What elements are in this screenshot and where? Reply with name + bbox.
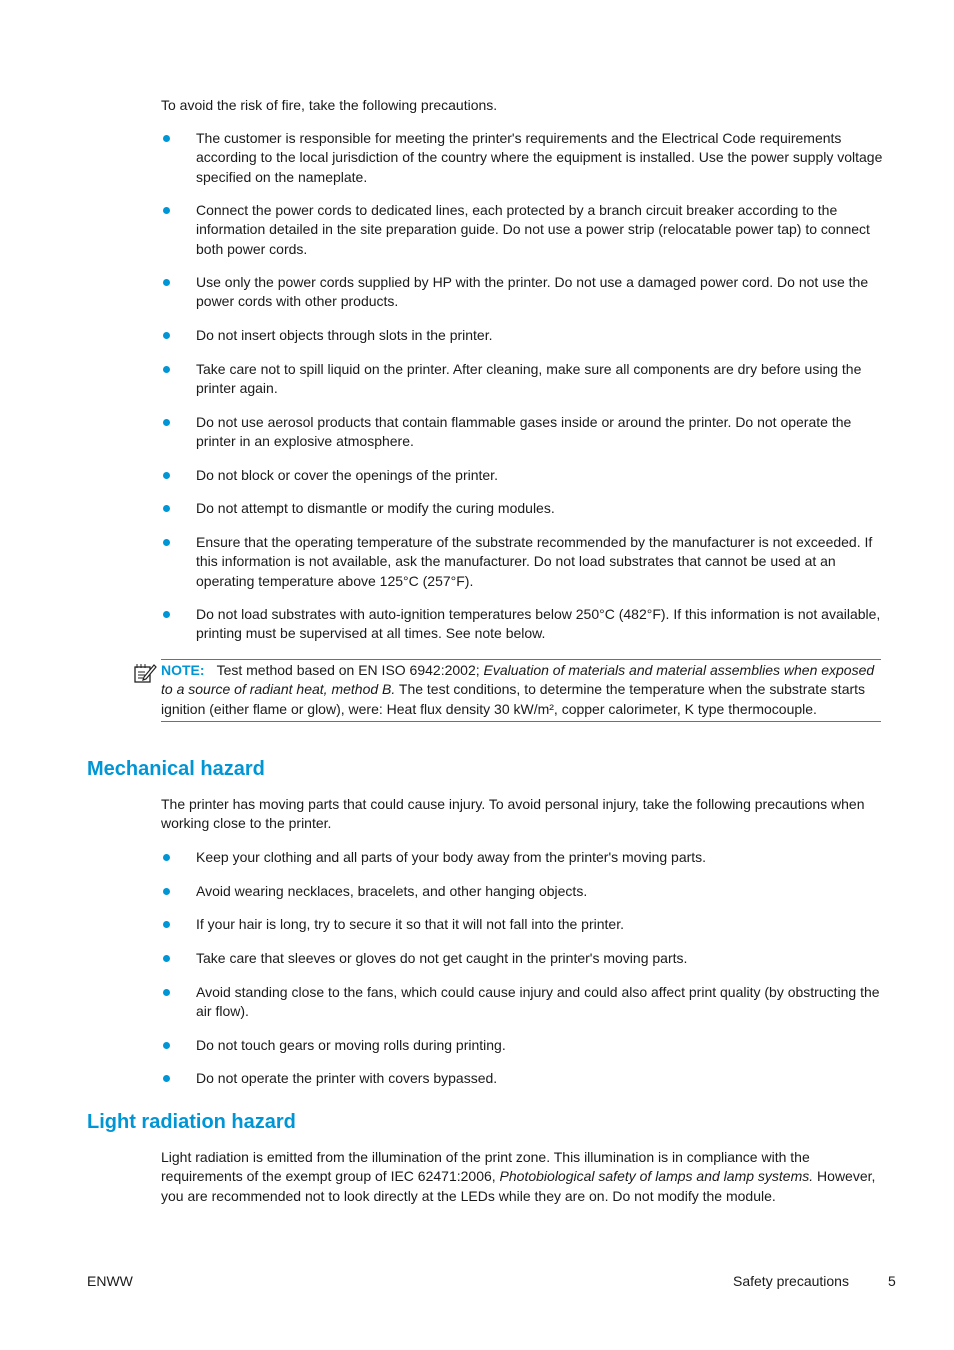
list-item: Do not load substrates with auto-ignition temperatures below 250°C (482°F). If this information is not available, printing must be supervised at all times. See note below. bbox=[161, 605, 883, 644]
note-text: Test method based on EN ISO 6942:2002; bbox=[216, 662, 484, 678]
note-text-continued: The test conditions, to determine the temperature when the substrate starts ignition (either flame or glow), were: Heat flux density 30 kW/m², copper calorimeter, K type thermocouple. bbox=[161, 681, 866, 717]
note-box bbox=[161, 659, 881, 722]
list-item: Take care not to spill liquid on the printer. After cleaning, make sure all components are dry before using the printer again. bbox=[161, 360, 883, 399]
bullet-dot-icon bbox=[163, 135, 170, 142]
list-item: Avoid wearing necklaces, bracelets, and other hanging objects. bbox=[161, 882, 883, 901]
bullet-dot-icon bbox=[163, 207, 170, 214]
bullet-dot-icon bbox=[163, 505, 170, 512]
bullet-dot-icon bbox=[163, 366, 170, 373]
light-radiation-heading: Light radiation hazard bbox=[87, 1111, 296, 1133]
page-number: 5 bbox=[888, 1273, 896, 1289]
list-item: Ensure that the operating temperature of the substrate recommended by the manufacturer is not exceeded. If this information is not available, ask the manufacturer. Do not load substrates that cannot be used at an operating temperature above 125°C (257°F). bbox=[161, 533, 883, 591]
mechanical-intro: The printer has moving parts that could cause injury. To avoid personal injury, take the following precautions when working close to the printer. bbox=[161, 796, 865, 832]
mechanical-hazard-heading: Mechanical hazard bbox=[87, 758, 265, 780]
list-item: Take care that sleeves or gloves do not get caught in the printer's moving parts. bbox=[161, 949, 883, 968]
list-item: Do not operate the printer with covers bypassed. bbox=[161, 1069, 883, 1088]
list-item: Do not touch gears or moving rolls during printing. bbox=[161, 1036, 883, 1055]
bullet-dot-icon bbox=[163, 1075, 170, 1082]
footer-left: ENWW bbox=[87, 1273, 133, 1289]
bullet-dot-icon bbox=[163, 332, 170, 339]
bullet-dot-icon bbox=[163, 1042, 170, 1049]
note-pencil-icon bbox=[133, 662, 157, 684]
bullet-dot-icon bbox=[163, 955, 170, 962]
list-item: Avoid standing close to the fans, which could cause injury and could also affect print quality (by obstructing the air flow). bbox=[161, 983, 883, 1022]
bullet-dot-icon bbox=[163, 611, 170, 618]
bullet-dot-icon bbox=[163, 539, 170, 546]
bullet-dot-icon bbox=[163, 888, 170, 895]
bullet-dot-icon bbox=[163, 989, 170, 996]
light-radiation-text: Light radiation is emitted from the illumination of the print zone. This illumination is in compliance with the requirements of the exempt group of IEC 62471:2006, Photobiological safety of lamps and lamp systems. However, you are recommended not to look directly at the LEDs while they are on. Do not modify the module. bbox=[161, 1149, 876, 1204]
list-item: If your hair is long, try to secure it so that it will not fall into the printer. bbox=[161, 915, 883, 934]
note-text-italic: Evaluation of materials and material assemblies when exposed to a source of radiant heat, method B. bbox=[161, 662, 875, 698]
note-label: NOTE: bbox=[161, 662, 205, 678]
list-item: Keep your clothing and all parts of your body away from the printer's moving parts. bbox=[161, 848, 883, 867]
bullet-dot-icon bbox=[163, 279, 170, 286]
bullet-dot-icon bbox=[163, 419, 170, 426]
fire-intro: To avoid the risk of fire, take the following precautions. bbox=[161, 97, 498, 113]
footer-section-title: Safety precautions bbox=[733, 1273, 849, 1289]
list-item: Do not use aerosol products that contain flammable gases inside or around the printer. Do not operate the printer in an explosive atmosphere. bbox=[161, 413, 883, 452]
bullet-dot-icon bbox=[163, 854, 170, 861]
bullet-dot-icon bbox=[163, 921, 170, 928]
bullet-dot-icon bbox=[163, 472, 170, 479]
list-item: The customer is responsible for meeting the printer's requirements and the Electrical Code requirements according to the local jurisdiction of the country where the equipment is installed. Use the power supply voltage specified on the nameplate. bbox=[161, 129, 883, 187]
list-item: Use only the power cords supplied by HP with the printer. Do not use a damaged power cord. Do not use the power cords with other products. bbox=[161, 273, 883, 312]
list-item: Do not block or cover the openings of the printer. bbox=[161, 466, 883, 485]
list-item: Do not insert objects through slots in the printer. bbox=[161, 326, 883, 345]
list-item: Connect the power cords to dedicated lines, each protected by a branch circuit breaker according to the information detailed in the site preparation guide. Do not use a power strip (relocatable power tap) to connect both power cords. bbox=[161, 201, 883, 259]
list-item: Do not attempt to dismantle or modify the curing modules. bbox=[161, 499, 883, 518]
